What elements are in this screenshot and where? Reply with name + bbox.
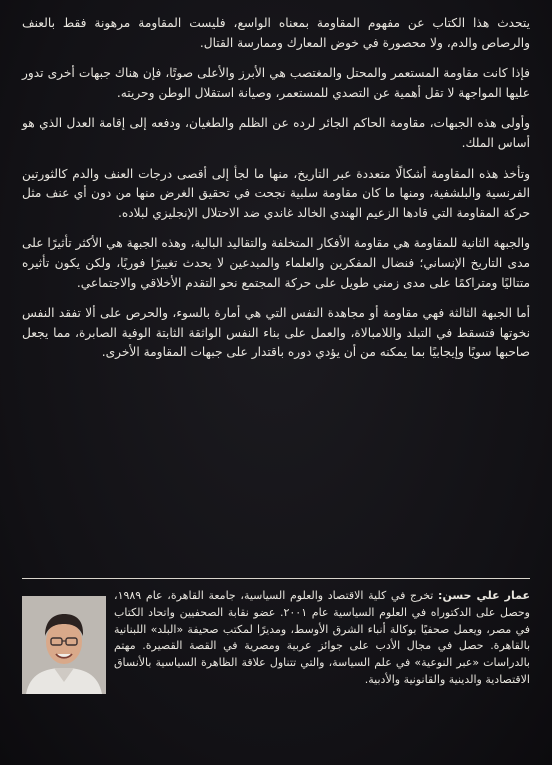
blurb-paragraph: وتأخذ هذه المقاومة أشكالًا متعددة عبر التاريخ، منها ما لجأ إلى أقصى درجات العنف والدم كالثورتين الفرنسية والبلشفية، ومنها ما كان مقاومة سلبية نجحت في تحقيق الغرض منها من دون أي عنف مثل حركة المقاومة التي قادها الزعيم الهندي الخالد غاندي ضد الاحتلال الإنجليزي لبلاده. bbox=[22, 166, 530, 220]
blurb-text bbox=[22, 14, 530, 374]
author-name: عمار علي حسن: bbox=[438, 589, 530, 602]
author-bio bbox=[22, 588, 530, 696]
blurb-paragraph: وأولى هذه الجبهات، مقاومة الحاكم الجائر لرده عن الظلم والطغيان، ودفعه إلى إقامة العدل الذي هو أساس الملك. bbox=[22, 116, 530, 150]
author-photo bbox=[22, 596, 106, 694]
blurb-paragraph: أما الجبهة الثالثة فهي مقاومة أو مجاهدة النفس التي هي أمارة بالسوء، والحرص على ألا تفقد النفس نخوتها فتسقط في التبلد واللامبالاة، والعمل على بناء النفس الواثقة الثابتة الوفية الصابرة، مما يجعل صاحبها سويًا وإيجابيًا بما يمكنه من أن يؤدي دوره باقتدار على جبهات المقاومة الأخرى. bbox=[22, 306, 530, 360]
section-divider bbox=[22, 578, 530, 579]
blurb-paragraph: يتحدث هذا الكتاب عن مفهوم المقاومة بمعناه الواسع، فليست المقاومة مرهونة فقط بالعنف والرصاص والدم، ولا محصورة في خوض المعارك وممارسة القتال. bbox=[22, 16, 530, 50]
author-portrait-icon bbox=[22, 596, 106, 694]
blurb-paragraph: فإذا كانت مقاومة المستعمر والمحتل والمغتصب هي الأبرز والأعلى صوتًا، فإن هناك جبهات أخرى تدور عليها المواجهة لا تقل أهمية عن التصدي للمستعمر، وصيانة استقلال الوطن وحريته. bbox=[22, 66, 530, 100]
blurb-paragraph: والجبهة الثانية للمقاومة هي مقاومة الأفكار المتخلفة والتقاليد البالية، وهذه الجبهة هي الأكثر تأثيرًا على مدى التاريخ الإنساني؛ فنضال المفكرين والعلماء والمبدعين لا يحدث تغييرًا فوريًا، ولكن يكون تأثيره متتاليًا ومتراكمًا على مدى زمني طويل على حركة المجتمع نحو التقدم الأخلاقي والاجتماعي. bbox=[22, 236, 530, 290]
author-bio-text: تخرج في كلية الاقتصاد والعلوم السياسية، جامعة القاهرة، عام ١٩٨٩، وحصل على الدكتوراه في العلوم السياسية عام ٢٠٠١. عضو نقابة الصحفيين واتحاد الكتاب في مصر، ويعمل صحفيًا بوكالة أنباء الشرق الأوسط، ومديرًا لمكتب صحيفة «البلد» اللبنانية بالقاهرة. حصل في مجال الأدب على جوائز عربية ومصرية في القصة القصيرة. مهتم بالدراسات «عبر النوعية» في علم السياسة، والتي تتناول علاقة الظاهرة السياسية بالأنساق الاقتصادية والدينية والقانونية والأدبية. bbox=[114, 589, 530, 686]
